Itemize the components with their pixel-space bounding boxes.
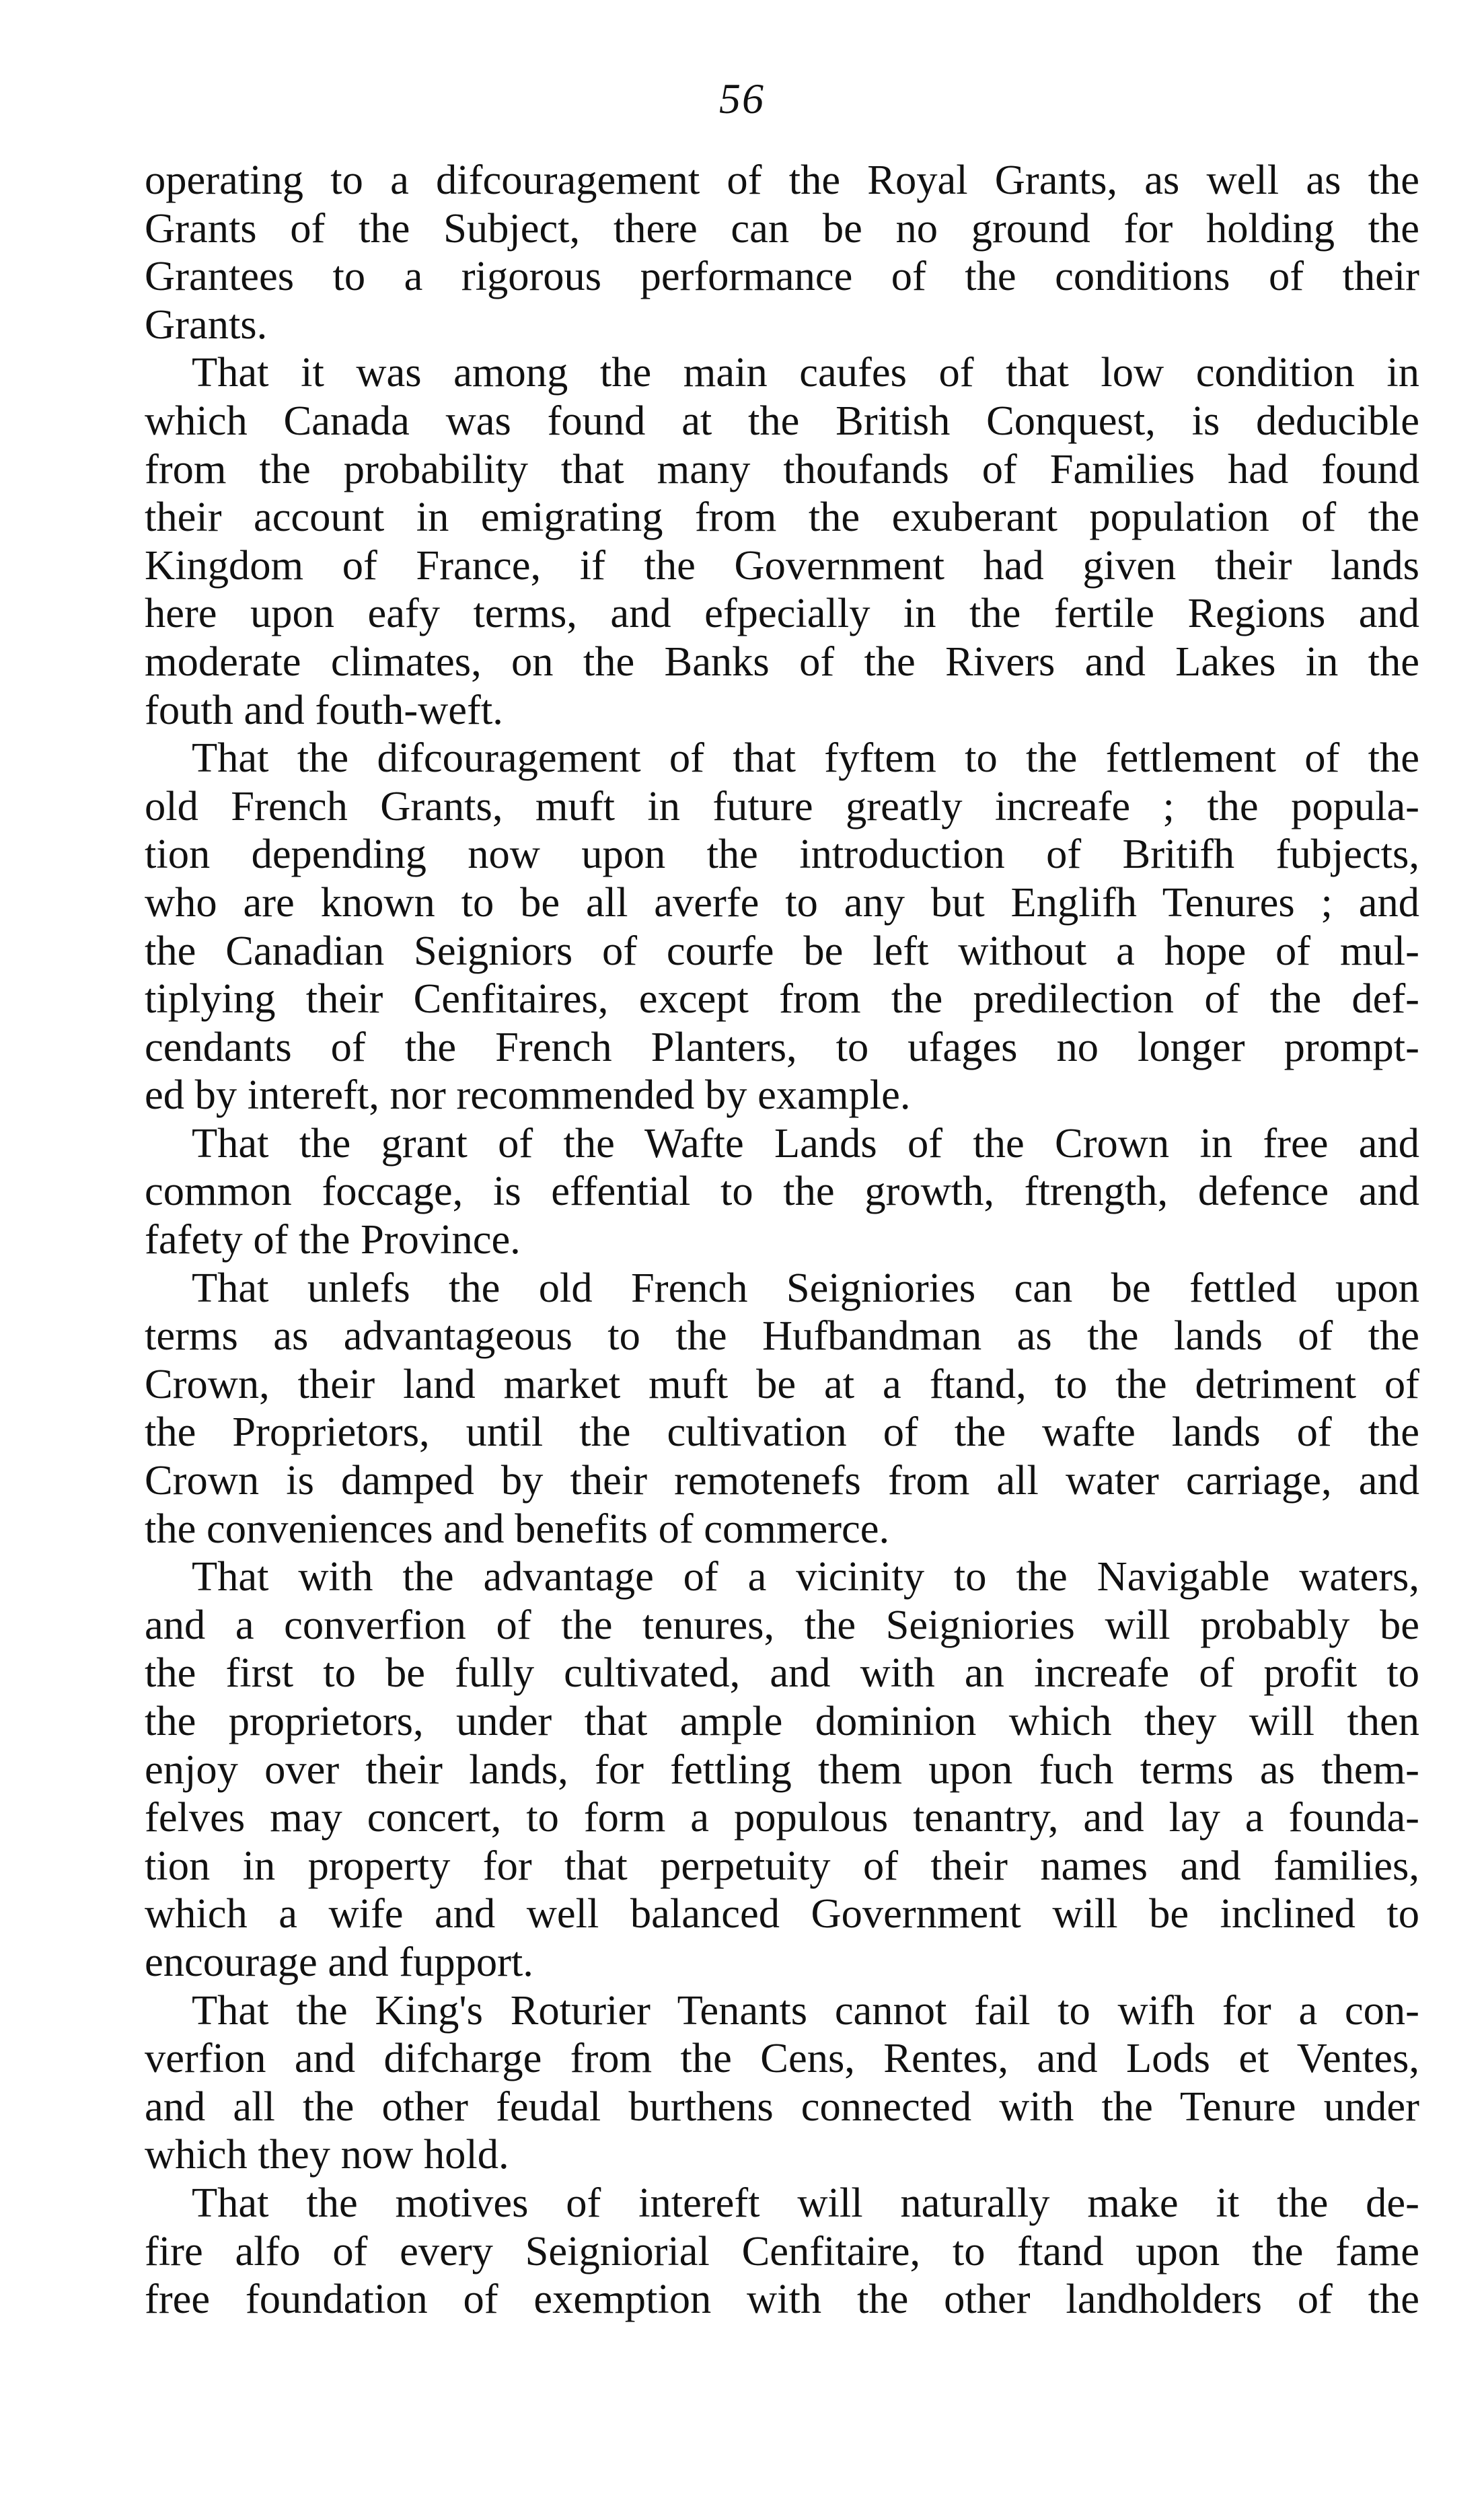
text-line: Grants.	[145, 300, 268, 348]
text-line: free foundation of exemption with the other landholders of the	[145, 2275, 1419, 2323]
paragraph	[145, 156, 1419, 348]
text-line: enjoy over their lands, for fettling them upon fuch terms as them-	[145, 1745, 1419, 1793]
text-line: operating to a difcouragement of the Royal Grants, as well as the	[145, 156, 1419, 203]
text-line: fouth and fouth-weft.	[145, 686, 503, 733]
text-line: who are known to be all averfe to any but Englifh Tenures ; and	[145, 878, 1419, 926]
text-line: the first to be fully cultivated, and with an increafe of profit to	[145, 1649, 1419, 1697]
text-line: from the probability that many thoufands of Families had found	[145, 445, 1419, 492]
text-line: Grantees to a rigorous performance of the conditions of their	[145, 252, 1419, 300]
paragraph	[145, 2179, 1419, 2324]
paragraph	[145, 734, 1419, 1119]
text-line: tion depending now upon the introduction of Britifh fubjects,	[145, 830, 1419, 878]
text-line: fire alfo of every Seigniorial Cenfitaire, to ftand upon the fame	[145, 2227, 1419, 2274]
body-text	[145, 156, 1419, 2324]
text-line: That the motives of intereft will naturally make it the de-	[192, 2178, 1419, 2226]
text-line: their account in emigrating from the exuberant population of the	[145, 493, 1419, 541]
text-line: and all the other feudal burthens connected with the Tenure under	[145, 2082, 1419, 2130]
text-line: the conveniences and benefits of commerce.	[145, 1504, 890, 1552]
text-line: here upon eafy terms, and efpecially in the fertile Regions and	[145, 589, 1419, 637]
text-line: the proprietors, under that ample dominion which they will then	[145, 1697, 1419, 1744]
paragraph	[145, 1987, 1419, 2179]
text-line: That the grant of the Wafte Lands of the Crown in free and	[192, 1119, 1419, 1167]
paragraph	[145, 1264, 1419, 1553]
paragraph	[145, 1553, 1419, 1986]
text-line: tiplying their Cenfitaires, except from the predilection of the def-	[145, 975, 1419, 1023]
text-line: That the difcouragement of that fyftem to the fettlement of the	[192, 734, 1419, 782]
text-line: Grants of the Subject, there can be no ground for holding the	[145, 204, 1419, 252]
text-line: Crown is damped by their remotenefs from all water carriage, and	[145, 1456, 1419, 1504]
text-line: and a converfion of the tenures, the Seigniories will probably be	[145, 1600, 1419, 1648]
text-line: which a wife and well balanced Government will be inclined to	[145, 1890, 1419, 1937]
text-line: That it was among the main caufes of that low condition in	[192, 348, 1419, 396]
text-line: common foccage, is effential to the growth, ftrength, defence and	[145, 1167, 1419, 1215]
text-line: Kingdom of France, if the Government had given their lands	[145, 541, 1419, 589]
paragraph	[145, 1119, 1419, 1264]
text-line: fafety of the Province.	[145, 1216, 521, 1263]
text-line: felves may concert, to form a populous tenantry, and lay a founda-	[145, 1793, 1419, 1841]
text-line: which they now hold.	[145, 2131, 509, 2178]
text-line: which Canada was found at the British Conquest, is deducible	[145, 396, 1419, 444]
text-line: old French Grants, muft in future greatly increafe ; the popula-	[145, 782, 1419, 829]
text-line: That with the advantage of a vicinity to the Navigable waters,	[192, 1553, 1419, 1600]
paragraph	[145, 348, 1419, 734]
text-line: verfion and difcharge from the Cens, Rentes, and Lods et Ventes,	[145, 2034, 1419, 2082]
page-number: 56	[719, 75, 765, 122]
text-line: terms as advantageous to the Hufbandman as the lands of the	[145, 1312, 1419, 1360]
text-line: tion in property for that perpetuity of their names and families,	[145, 1841, 1419, 1889]
text-line: Crown, their land market muft be at a ftand, to the detriment of	[145, 1360, 1419, 1407]
text-line: encourage and fupport.	[145, 1937, 533, 1985]
text-line: ed by intereft, nor recommended by example.	[145, 1071, 911, 1119]
text-line: That the King's Roturier Tenants cannot fail to wifh for a con-	[192, 1986, 1419, 2034]
text-line: cendants of the French Planters, to ufages no longer prompt-	[145, 1023, 1419, 1070]
text-line: the Canadian Seigniors of courfe be left without a hope of mul-	[145, 926, 1419, 974]
text-line: the Proprietors, until the cultivation of the wafte lands of the	[145, 1408, 1419, 1456]
text-line: moderate climates, on the Banks of the Rivers and Lakes in the	[145, 637, 1419, 685]
text-line: That unlefs the old French Seigniories can be fettled upon	[192, 1263, 1419, 1311]
